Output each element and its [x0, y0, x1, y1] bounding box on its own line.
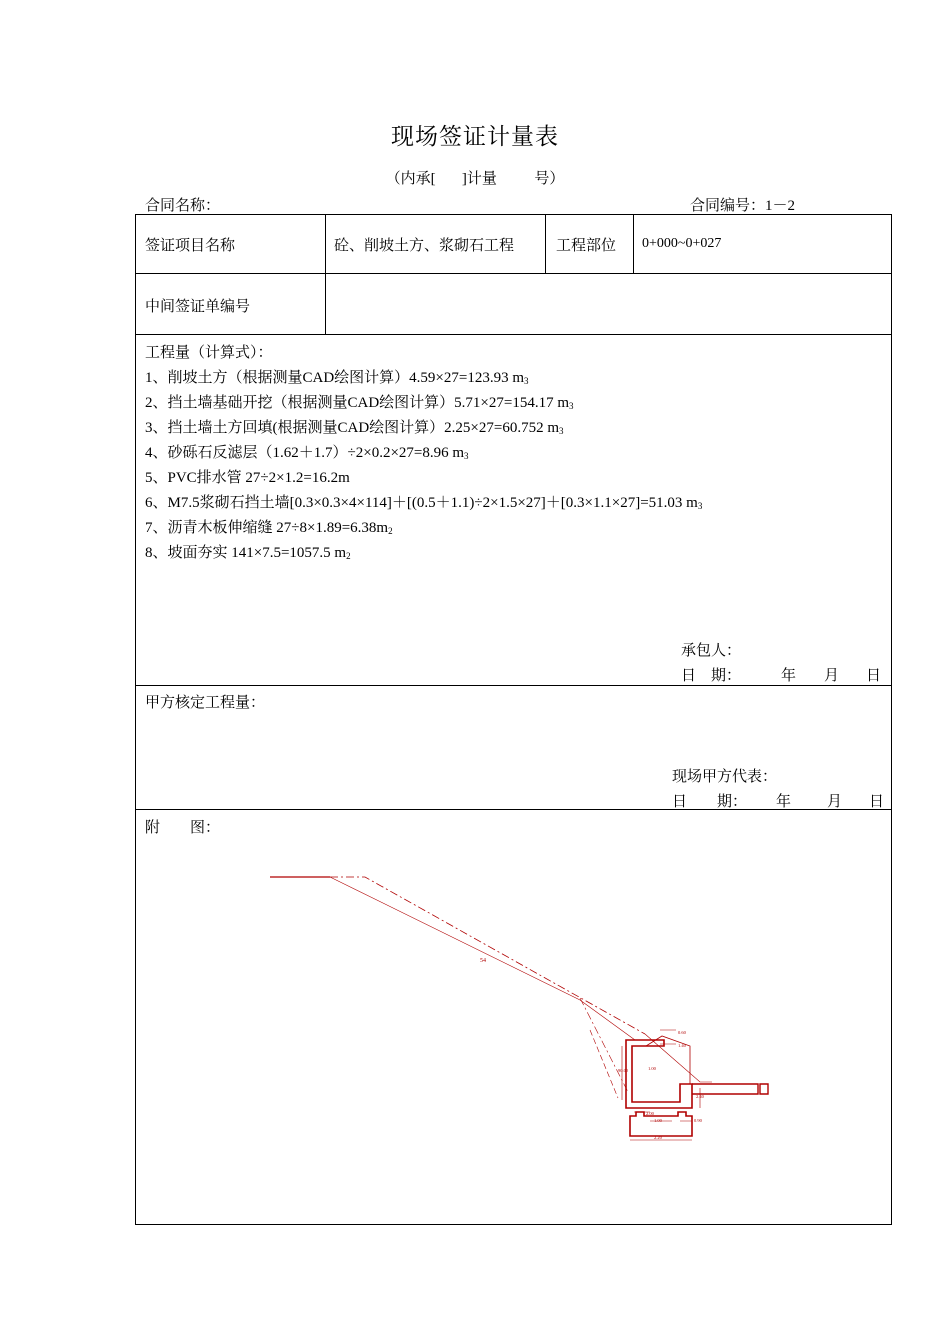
month-label: 月 — [827, 794, 843, 810]
date-label: 日 期： — [681, 668, 742, 684]
location-label: 工程部位 — [556, 238, 617, 254]
owner-heading: 甲方核定工程量： — [145, 695, 266, 711]
dim-label: 1.40 — [678, 1043, 686, 1048]
project-name-value: 砼、削坡土方、浆砌石工程 — [334, 238, 515, 254]
footing — [630, 1112, 692, 1136]
unit-exponent: 3 — [464, 451, 469, 461]
month-label: 月 — [824, 668, 840, 684]
quantity-item-text: 2、挡土墙基础开挖（根据测量CAD绘图计算）5.71×27=154.17 m — [145, 395, 570, 411]
contractor-label: 承包人： — [681, 643, 742, 659]
quantity-item-text: 6、M7.5浆砌石挡土墙[0.3×0.3×4×114]＋[(0.5＋1.1)÷2×1.5×27]＋[0.3×1.1×27]=51.03 m — [145, 495, 698, 511]
unit-exponent: 2 — [346, 551, 351, 561]
dim-label: 2.40 — [696, 1094, 704, 1099]
retaining-wall — [626, 1040, 692, 1108]
subtitle-prefix: （内承[ — [385, 171, 436, 187]
contract-no-label: 合同编号：1－2 — [690, 198, 796, 214]
unit-exponent: 2 — [388, 526, 393, 536]
unit-exponent: 3 — [697, 501, 703, 511]
date-label: 日 期： — [672, 794, 748, 810]
dim-label: 0.90 — [694, 1118, 702, 1123]
slope-dashed-line — [590, 1030, 618, 1098]
quantity-item-text: 7、沥青木板伸缩缝 27÷8×1.89=6.38m — [145, 520, 389, 536]
dim-label: 90.00 — [618, 1068, 629, 1073]
dim-label: 1.00 — [648, 1066, 656, 1071]
day-label: 日 — [866, 668, 882, 684]
page-title: 现场签证计量表 — [391, 124, 559, 149]
unit-exponent: 3 — [524, 376, 529, 386]
slope-label: 54 — [480, 958, 486, 964]
slope-dashed-line — [580, 998, 628, 1092]
drain-pipe — [692, 1084, 758, 1094]
unit-exponent: 3 — [569, 401, 574, 411]
unit-exponent: 3 — [559, 426, 564, 436]
interim-no-label: 中间签证单编号 — [145, 299, 251, 315]
drain-end — [760, 1084, 768, 1094]
dim-label: 1.00 — [654, 1118, 662, 1123]
dim-label: 2.20 — [654, 1135, 662, 1140]
quantity-item-text: 3、挡土墙土方回填(根据测量CAD绘图计算）2.25×27=60.752 m — [145, 420, 560, 436]
dim-label: 2.00 — [646, 1111, 654, 1116]
year-label: 年 — [776, 794, 792, 810]
year-label: 年 — [781, 668, 797, 684]
subtitle-mid: ]计量 — [461, 171, 497, 187]
quantities-heading: 工程量（计算式）： — [145, 345, 273, 361]
owner-rep-label: 现场甲方代表： — [672, 769, 778, 785]
dim-label: 0.60 — [678, 1030, 686, 1035]
quantity-item-text: 4、砂砾石反滤层（1.62＋1.7）÷2×0.2×27=8.96 m — [145, 445, 465, 461]
project-name-label: 签证项目名称 — [145, 238, 236, 254]
subtitle-suffix: 号） — [534, 171, 565, 187]
quantity-item-text: 1、削坡土方（根据测量CAD绘图计算）4.59×27=123.93 m — [145, 370, 525, 386]
day-label: 日 — [869, 794, 885, 810]
quantity-item-text: 8、坡面夯实 141×7.5=1057.5 m — [145, 545, 347, 561]
location-value: 0+000~0+027 — [642, 236, 722, 251]
attachment-heading: 附 图： — [145, 820, 221, 836]
contract-name-label: 合同名称： — [145, 198, 221, 214]
quantity-item-text: 5、PVC排水管 27÷2×1.2=16.2m — [145, 470, 350, 486]
fill-line — [645, 1034, 712, 1082]
